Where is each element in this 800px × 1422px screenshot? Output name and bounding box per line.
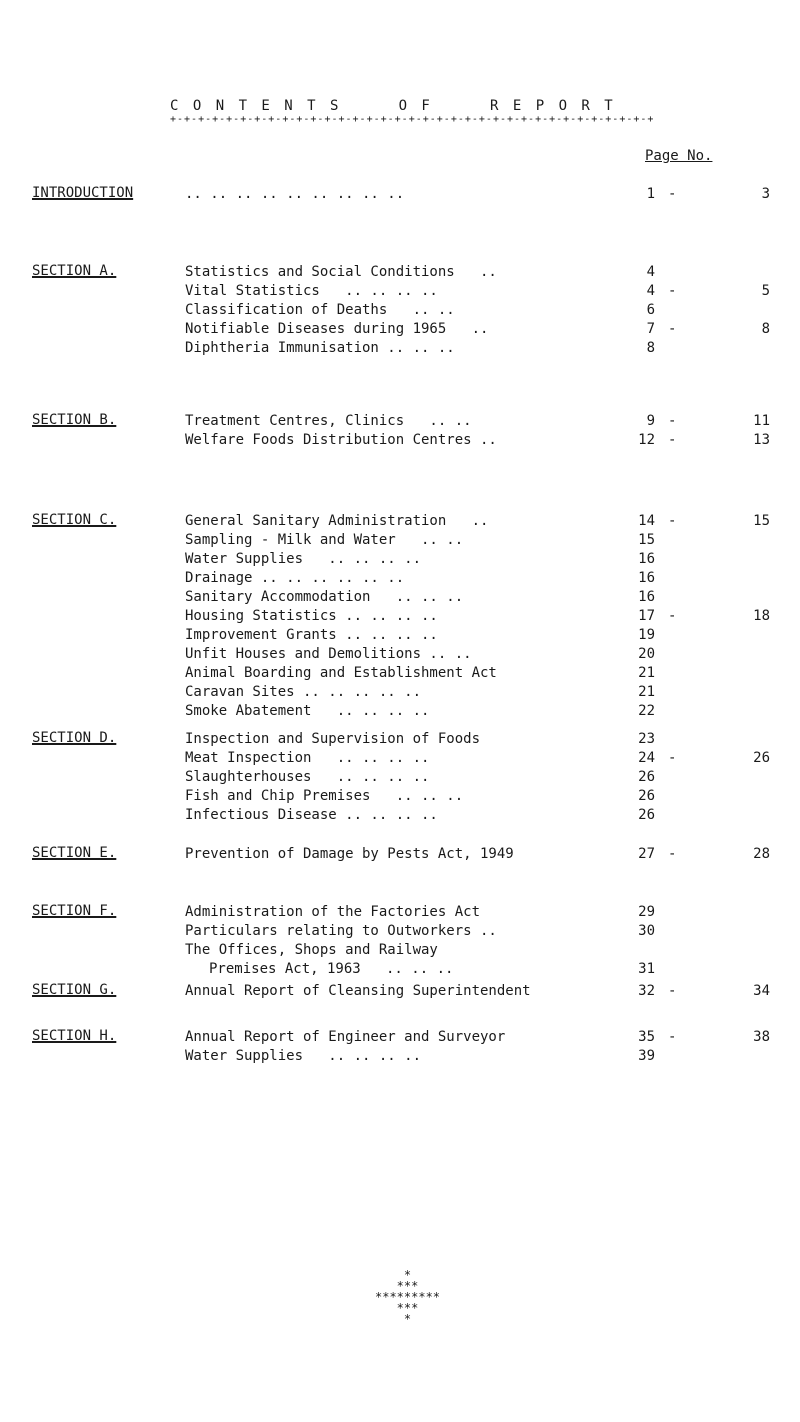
entry-title: Prevention of Damage by Pests Act, 1949	[185, 846, 514, 862]
page-from: 31	[638, 961, 655, 977]
section-label: SECTION A.	[32, 263, 117, 279]
contents-section	[0, 982, 800, 1001]
decorative-rule: +-+-+-+-+-+-+-+-+-+-+-+-+-+-+-+-+-+-+-+-+-+-+-+-+-+-+-+-+-+-+-+-+-+-+	[170, 114, 655, 125]
entry-title: Statistics and Social Conditions ..	[185, 264, 497, 280]
page-from: 23	[638, 731, 655, 747]
page-from: 4	[646, 283, 655, 299]
page-range-dash: -	[668, 283, 677, 299]
contents-entry	[0, 749, 800, 768]
entry-title: Water Supplies .. .. .. ..	[185, 551, 422, 567]
entry-title: Improvement Grants .. .. .. ..	[185, 627, 438, 643]
page-from: 14	[638, 513, 655, 529]
contents-entry	[0, 301, 800, 320]
entry-title: Premises Act, 1963 .. .. ..	[209, 961, 454, 977]
entry-title: Housing Statistics .. .. .. ..	[185, 608, 438, 624]
page-from: 39	[638, 1048, 655, 1064]
page-range-dash: -	[668, 432, 677, 448]
entry-title: Infectious Disease .. .. .. ..	[185, 807, 438, 823]
contents-entry	[0, 845, 800, 864]
page-from: 16	[638, 570, 655, 586]
page-from: 29	[638, 904, 655, 920]
section-label: SECTION E.	[32, 845, 117, 861]
page-to: 28	[753, 846, 770, 862]
contents-entry	[0, 1047, 800, 1066]
entry-title: Sanitary Accommodation .. .. ..	[185, 589, 464, 605]
page-to: 34	[753, 983, 770, 999]
entry-title: Welfare Foods Distribution Centres ..	[185, 432, 497, 448]
page-range-dash: -	[668, 321, 677, 337]
contents-entry	[0, 431, 800, 450]
contents-entry	[0, 550, 800, 569]
page-range-dash: -	[668, 846, 677, 862]
entry-title: Inspection and Supervision of Foods	[185, 731, 481, 747]
contents-entry	[0, 806, 800, 825]
page-to: 5	[761, 283, 770, 299]
entry-title: Smoke Abatement .. .. .. ..	[185, 703, 430, 719]
contents-entry	[0, 903, 800, 922]
section-label: SECTION B.	[32, 412, 117, 428]
report-contents-title: C O N T E N T S O F R E P O R T	[170, 98, 616, 114]
page-from: 12	[638, 432, 655, 448]
entry-title: Particulars relating to Outworkers ..	[185, 923, 497, 939]
entry-title: Animal Boarding and Establishment Act	[185, 665, 497, 681]
contents-entry	[0, 787, 800, 806]
section-label: SECTION D.	[32, 730, 117, 746]
section-label: SECTION F.	[32, 903, 117, 919]
section-label: SECTION C.	[32, 512, 117, 528]
entry-title: Vital Statistics .. .. .. ..	[185, 283, 438, 299]
page-range-dash: -	[668, 750, 677, 766]
page-from: 9	[646, 413, 655, 429]
page-to: 8	[761, 321, 770, 337]
contents-entry	[0, 702, 800, 721]
contents-section	[0, 845, 800, 864]
contents-entry	[0, 626, 800, 645]
contents-entry	[0, 412, 800, 431]
page-range-dash: -	[668, 513, 677, 529]
page-from: 26	[638, 769, 655, 785]
page-from: 21	[638, 684, 655, 700]
contents-entry	[0, 645, 800, 664]
entry-title: Caravan Sites .. .. .. .. ..	[185, 684, 422, 700]
ornament-line: ***	[396, 1279, 419, 1293]
contents-section	[0, 263, 800, 358]
contents-entry	[0, 922, 800, 941]
section-label: INTRODUCTION	[32, 185, 134, 201]
section-label: SECTION G.	[32, 982, 117, 998]
contents-entry	[0, 282, 800, 301]
page-from: 6	[646, 302, 655, 318]
page-from: 20	[638, 646, 655, 662]
entry-title: Slaughterhouses .. .. .. ..	[185, 769, 430, 785]
page-range-dash: -	[668, 608, 677, 624]
entry-title: Annual Report of Engineer and Surveyor	[185, 1029, 506, 1045]
contents-section	[0, 903, 800, 979]
entry-title: Annual Report of Cleansing Superintendent	[185, 983, 531, 999]
contents-section	[0, 1028, 800, 1066]
page-number-heading: Page No.	[645, 148, 713, 164]
entry-title: Diphtheria Immunisation .. .. ..	[185, 340, 455, 356]
contents-entry	[0, 339, 800, 358]
page-from: 19	[638, 627, 655, 643]
entry-title: Unfit Houses and Demolitions .. ..	[185, 646, 472, 662]
entry-title: The Offices, Shops and Railway	[185, 942, 438, 958]
contents-entry	[0, 607, 800, 626]
asterisk-ornament	[375, 1270, 440, 1325]
page-from: 27	[638, 846, 655, 862]
page-range-dash: -	[668, 1029, 677, 1045]
page-range-dash: -	[668, 186, 677, 202]
page-to: 11	[753, 413, 770, 429]
ornament-line: ***	[396, 1301, 419, 1315]
page-from: 16	[638, 589, 655, 605]
contents-entry	[0, 531, 800, 550]
page-to: 15	[753, 513, 770, 529]
page-from: 16	[638, 551, 655, 567]
page-range-dash: -	[668, 983, 677, 999]
contents-entry	[0, 730, 800, 749]
entry-title: Drainage .. .. .. .. .. ..	[185, 570, 405, 586]
page-from: 17	[638, 608, 655, 624]
ornament-line: *	[403, 1312, 412, 1326]
contents-entry	[0, 263, 800, 282]
page-from: 21	[638, 665, 655, 681]
page-to: 26	[753, 750, 770, 766]
contents-section	[0, 185, 800, 204]
page-from: 30	[638, 923, 655, 939]
entry-title: Water Supplies .. .. .. ..	[185, 1048, 422, 1064]
page-from: 22	[638, 703, 655, 719]
contents-section	[0, 730, 800, 825]
page-to: 18	[753, 608, 770, 624]
page-from: 7	[646, 321, 655, 337]
page-to: 3	[761, 186, 770, 202]
contents-entry	[0, 185, 800, 204]
page-from: 26	[638, 788, 655, 804]
page-from: 35	[638, 1029, 655, 1045]
entry-title: Administration of the Factories Act	[185, 904, 481, 920]
entry-title: Treatment Centres, Clinics .. ..	[185, 413, 472, 429]
entry-title: Classification of Deaths .. ..	[185, 302, 455, 318]
page-range-dash: -	[668, 413, 677, 429]
contents-entry	[0, 569, 800, 588]
page-from: 4	[646, 264, 655, 280]
contents-entry	[0, 941, 800, 960]
contents-section	[0, 512, 800, 721]
entry-title: Notifiable Diseases during 1965 ..	[185, 321, 489, 337]
entry-title: .. .. .. .. .. .. .. .. ..	[185, 186, 405, 202]
page-from: 32	[638, 983, 655, 999]
section-label: SECTION H.	[32, 1028, 117, 1044]
entry-title: Fish and Chip Premises .. .. ..	[185, 788, 464, 804]
entry-title: Meat Inspection .. .. .. ..	[185, 750, 430, 766]
page-from: 15	[638, 532, 655, 548]
page-from: 24	[638, 750, 655, 766]
contents-entry	[0, 664, 800, 683]
page-to: 13	[753, 432, 770, 448]
ornament-line: *	[403, 1268, 412, 1282]
contents-entry	[0, 982, 800, 1001]
entry-title: Sampling - Milk and Water .. ..	[185, 532, 464, 548]
contents-entry	[0, 320, 800, 339]
contents-section	[0, 412, 800, 450]
contents-entry	[0, 768, 800, 787]
contents-entry	[0, 588, 800, 607]
page-to: 38	[753, 1029, 770, 1045]
contents-entry	[0, 1028, 800, 1047]
page-from: 26	[638, 807, 655, 823]
entry-title: General Sanitary Administration ..	[185, 513, 489, 529]
contents-entry	[0, 960, 800, 979]
page-from: 8	[646, 340, 655, 356]
contents-entry	[0, 683, 800, 702]
page-from: 1	[646, 186, 655, 202]
ornament-line: *********	[375, 1290, 441, 1304]
contents-entry	[0, 512, 800, 531]
